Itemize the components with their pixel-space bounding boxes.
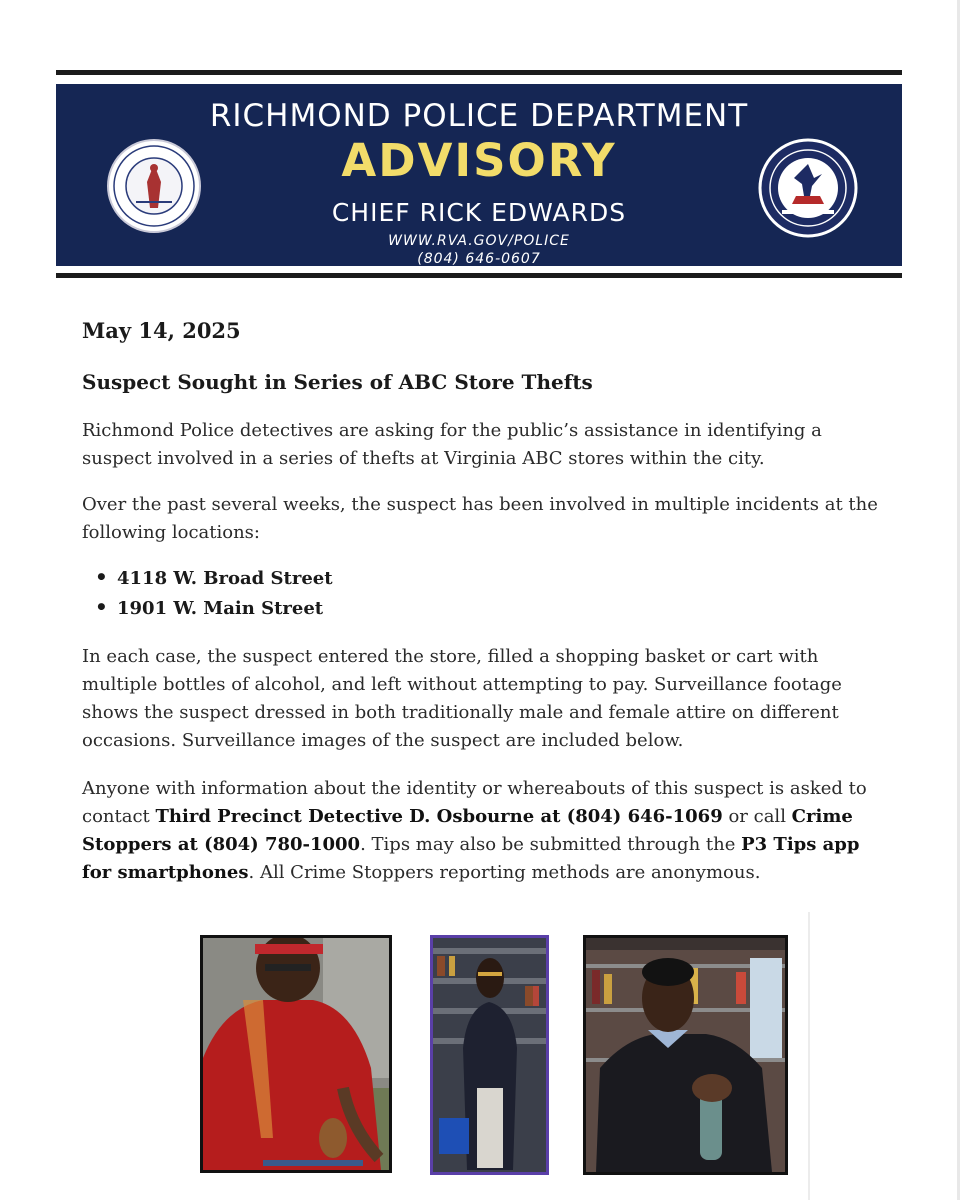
- advisory-title: ADVISORY: [341, 134, 617, 187]
- detective-contact: Third Precinct Detective D. Osbourne at (804) 646-1069: [155, 806, 723, 827]
- surveillance-photo-2-image: [433, 938, 546, 1172]
- department-name: RICHMOND POLICE DEPARTMENT: [209, 98, 749, 134]
- contact-text: . Tips may also be submitted through the: [360, 834, 742, 855]
- page-divider: [808, 912, 810, 1200]
- contact-paragraph: [82, 775, 882, 887]
- police-department-seal-icon: [106, 138, 202, 234]
- advisory-date: May 14, 2025: [82, 318, 241, 343]
- intro-paragraph: Richmond Police detectives are asking for the public’s assistance in identifying a suspect involved in a series of thefts at Virginia ABC stores within the city.: [82, 420, 822, 469]
- banner-panel: [56, 84, 902, 266]
- city-of-richmond-seal-icon: [758, 138, 858, 238]
- surveillance-photo-3-image: [586, 938, 785, 1172]
- chief-name: CHIEF RICK EDWARDS: [331, 198, 627, 227]
- location-item: • 1901 W. Main Street: [95, 594, 333, 624]
- banner-bottom-rule: [56, 273, 902, 278]
- contact-text: . All Crime Stoppers reporting methods are anonymous.: [248, 862, 761, 883]
- banner-top-rule: [56, 70, 902, 75]
- details-paragraph: In each case, the suspect entered the store, filled a shopping basket or cart with multiple bottles of alcohol, and left without attempting to pay. Surveillance footage shows the suspect dressed in both traditionally male and female attire on different occasions. Surveillance images of the suspect are included below.: [82, 646, 842, 751]
- location-item: • 4118 W. Broad Street: [95, 564, 333, 594]
- surveillance-photo-2: [430, 935, 549, 1175]
- department-website: WWW.RVA.GOV/POLICE: [388, 233, 570, 249]
- crime-stoppers-contact: Crime Stoppers at (804) 780-1000: [82, 806, 853, 855]
- p3-tips-app: P3 Tips app for smartphones: [82, 834, 860, 883]
- advisory-headline: Suspect Sought in Series of ABC Store Thefts: [82, 370, 593, 394]
- advisory-banner: [56, 70, 902, 282]
- surveillance-photo-1: [200, 935, 392, 1173]
- department-phone: (804) 646-0607: [417, 251, 541, 267]
- locations-intro-paragraph: Over the past several weeks, the suspect has been involved in multiple incidents at the following locations:: [82, 494, 878, 543]
- locations-list: [95, 564, 333, 624]
- surveillance-photo-1-image: [203, 938, 389, 1170]
- surveillance-photo-3: [583, 935, 788, 1175]
- contact-text: Anyone with information about the identity or whereabouts of this suspect is asked to contact: [82, 778, 867, 827]
- contact-text: or call: [722, 806, 792, 827]
